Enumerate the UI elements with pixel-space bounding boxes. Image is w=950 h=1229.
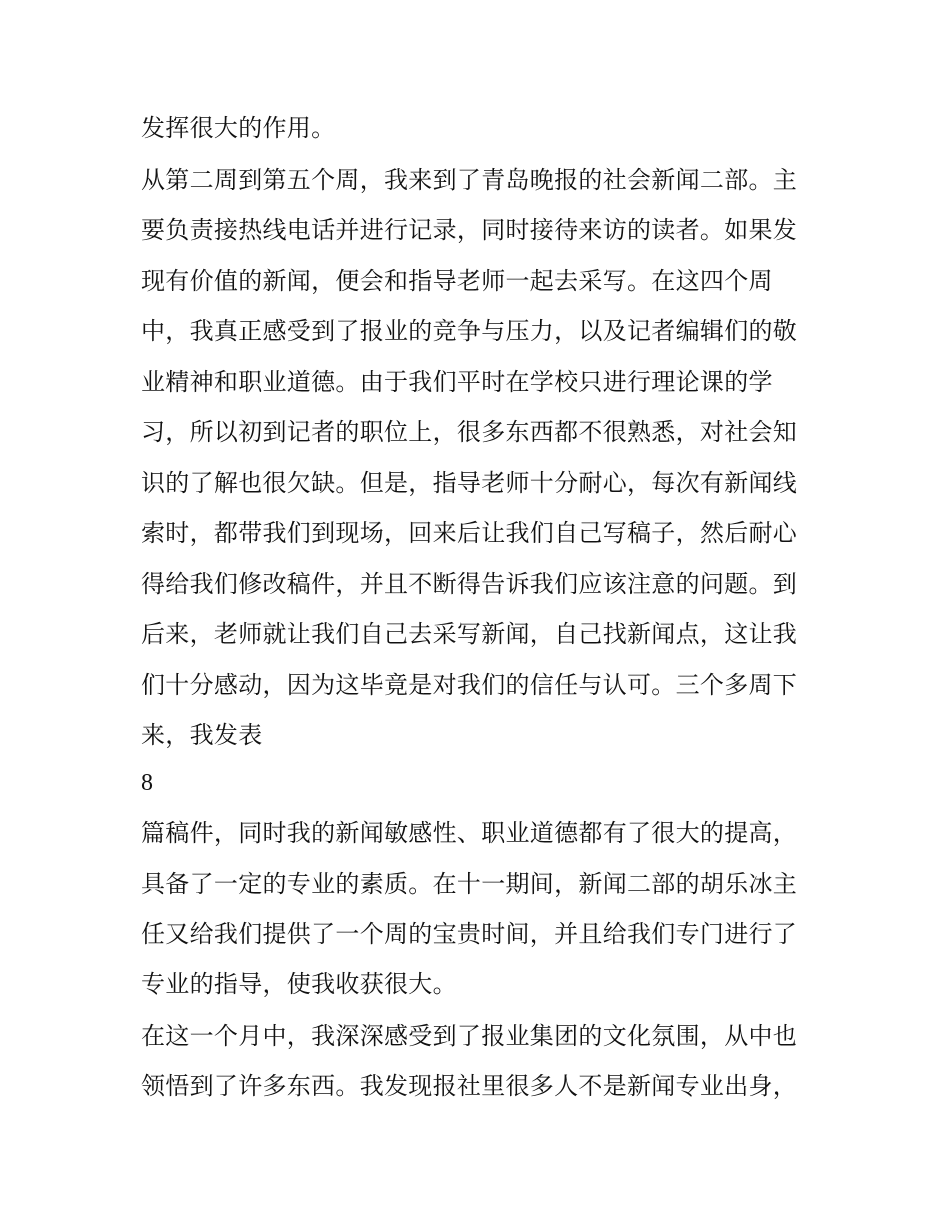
text-line: 在这一个月中，我深深感受到了报业集团的文化氛围，从中也 (141, 1022, 798, 1050)
text-line: 发挥很大的作用。 (141, 114, 336, 142)
text-line: 具备了一定的专业的素质。在十一期间，新闻二部的胡乐冰主 (141, 870, 798, 898)
text-line: 要负责接热线电话并进行记录，同时接待来访的读者。如果发 (141, 216, 798, 244)
text-line: 领悟到了许多东西。我发现报社里很多人不是新闻专业出身， (141, 1072, 798, 1100)
text-line: 识的了解也很欠缺。但是，指导老师十分耐心，每次有新闻线 (141, 469, 798, 497)
text-line: 篇稿件，同时我的新闻敏感性、职业道德都有了很大的提高， (141, 819, 798, 847)
text-line: 得给我们修改稿件，并且不断得告诉我们应该注意的问题。到 (141, 570, 798, 598)
text-line: 任又给我们提供了一个周的宝贵时间，并且给我们专门进行了 (141, 920, 798, 948)
text-line: 业精神和职业道德。由于我们平时在学校只进行理论课的学 (141, 368, 773, 396)
text-line: 来，我发表 (141, 721, 263, 749)
inline-number: 8 (141, 770, 154, 796)
text-line: 索时，都带我们到现场，回来后让我们自己写稿子，然后耐心 (141, 519, 798, 547)
text-line: 习，所以初到记者的职位上，很多东西都不很熟悉，对社会知 (141, 418, 798, 446)
text-line: 专业的指导，使我收获很大。 (141, 970, 457, 998)
text-line: 从第二周到第五个周，我来到了青岛晚报的社会新闻二部。主 (141, 166, 798, 194)
text-line: 们十分感动，因为这毕竟是对我们的信任与认可。三个多周下 (141, 671, 798, 699)
text-line: 现有价值的新闻，便会和指导老师一起去采写。在这四个周 (141, 267, 773, 295)
text-line: 中，我真正感受到了报业的竞争与压力，以及记者编辑们的敬 (141, 317, 798, 345)
text-line: 后来，老师就让我们自己去采写新闻，自己找新闻点，这让我 (141, 620, 798, 648)
